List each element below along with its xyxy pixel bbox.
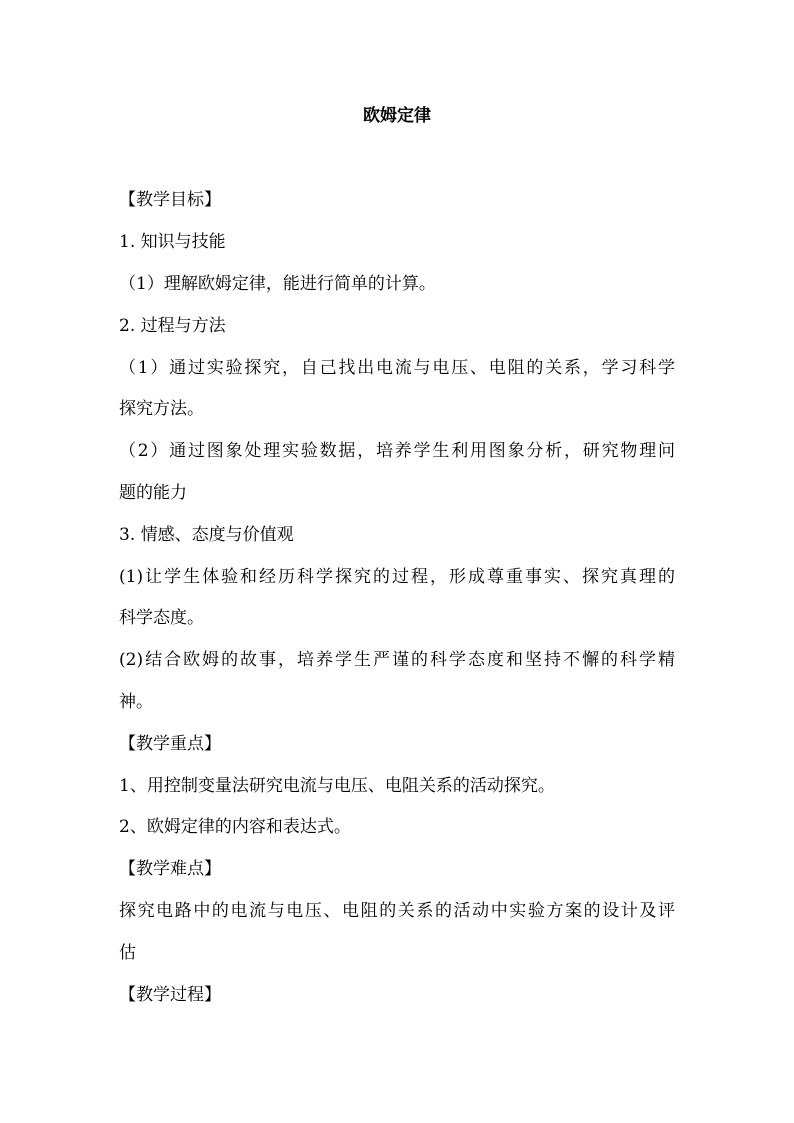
subheading-process-method: 2. 过程与方法 [119, 316, 226, 336]
section-heading-key-points: 【教学重点】 [119, 734, 221, 754]
paragraph-line: 2、欧姆定律的内容和表达式。 [119, 817, 351, 837]
subheading-knowledge-skills: 1. 知识与技能 [119, 232, 226, 252]
paragraph-line: (1)让学生体验和经历科学探究的过程，形成尊重事实、探究真理的 [119, 567, 675, 587]
paragraph-line: 题的能力 [119, 483, 187, 503]
paragraph-line: 探究电路中的电流与电压、电阻的关系的活动中实验方案的设计及评 [119, 901, 675, 921]
paragraph-line: (2)结合欧姆的故事，培养学生严谨的科学态度和坚持不懈的科学精 [119, 650, 675, 670]
section-heading-objectives: 【教学目标】 [119, 190, 221, 210]
subheading-emotion-attitude: 3. 情感、态度与价值观 [119, 525, 294, 545]
paragraph-line: 科学态度。 [119, 608, 204, 628]
paragraph-line: 探究方法。 [119, 399, 204, 419]
section-heading-process: 【教学过程】 [119, 985, 221, 1005]
paragraph-line: 1、用控制变量法研究电流与电压、电阻关系的活动探究。 [119, 776, 555, 796]
section-heading-difficulties: 【教学难点】 [119, 859, 221, 879]
paragraph-line: （1）理解欧姆定律，能进行简单的计算。 [119, 274, 436, 294]
document-title: 欧姆定律 [363, 106, 431, 126]
paragraph-line: 神。 [119, 692, 153, 712]
paragraph-line: （1）通过实验探究，自己找出电流与电压、电阻的关系，学习科学 [119, 358, 675, 378]
paragraph-line: 估 [119, 943, 136, 963]
paragraph-line: （2）通过图象处理实验数据，培养学生利用图象分析，研究物理问 [119, 441, 675, 461]
